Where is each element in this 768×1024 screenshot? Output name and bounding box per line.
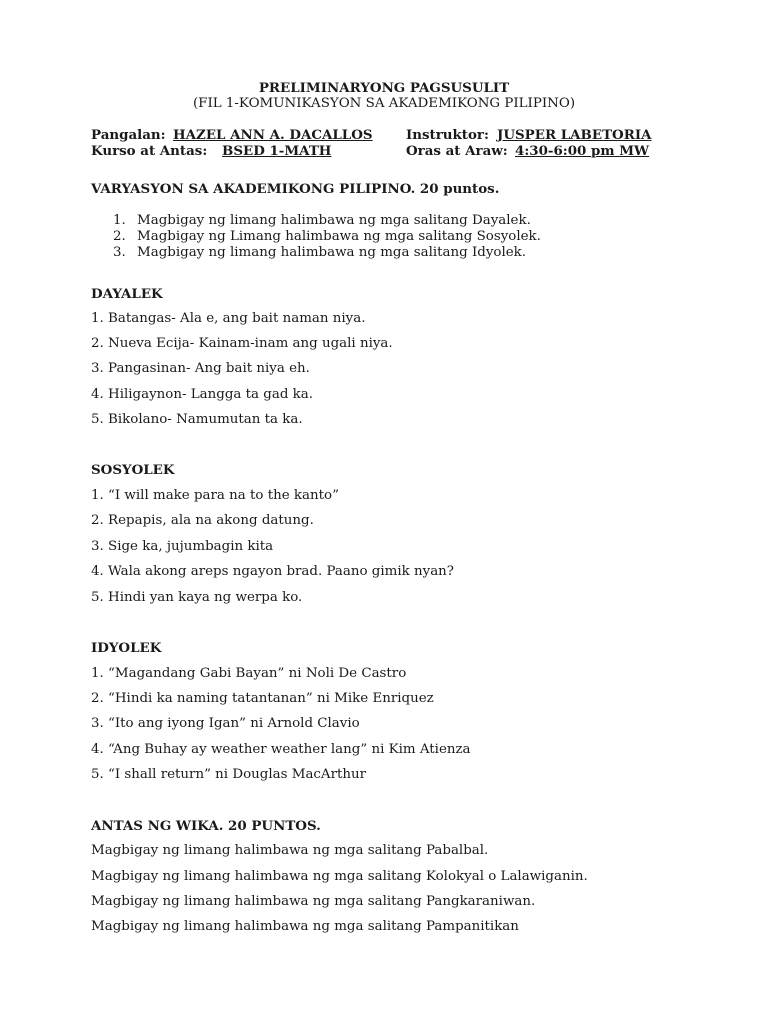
list-item: [113, 213, 531, 228]
list-item-number: 1.: [113, 213, 126, 228]
list-item: 4. Hiligaynon- Langga ta gad ka.: [91, 387, 314, 402]
time-value: 4:30-6:00 pm MW: [515, 143, 650, 159]
list-item: 2. Repapis, ala na akong datung.: [91, 513, 314, 528]
list-item: Magbigay ng limang halimbawa ng mga salitang Pangkaraniwan.: [91, 894, 536, 909]
time-label: Oras at Araw:: [406, 143, 508, 159]
page-subtitle: (FIL 1-KOMUNIKASYON SA AKADEMIKONG PILIPINO): [192, 96, 576, 111]
list-item-number: 2.: [113, 229, 126, 244]
section-heading-varyasyon: VARYASYON SA AKADEMIKONG PILIPINO. 20 puntos.: [91, 181, 500, 197]
list-item: 1. “I will make para na to the kanto”: [91, 488, 339, 503]
list-item: 5. Bikolano- Namumutan ta ka.: [91, 412, 303, 427]
list-item: 5. Hindi yan kaya ng werpa ko.: [91, 590, 303, 605]
instructor-value: JUSPER LABETORIA: [497, 127, 652, 143]
list-item: 4. Wala akong areps ngayon brad. Paano gimik nyan?: [91, 564, 454, 579]
list-item-number: 3.: [113, 245, 126, 260]
section-heading-dayalek: DAYALEK: [91, 286, 163, 302]
list-item: Magbigay ng limang halimbawa ng mga salitang Pampanitikan: [91, 919, 519, 934]
list-item: 5. “I shall return” ni Douglas MacArthur: [91, 767, 367, 782]
list-item: 3. Pangasinan- Ang bait niya eh.: [91, 361, 310, 376]
list-item: Magbigay ng limang halimbawa ng mga salitang Pabalbal.: [91, 843, 489, 858]
list-item-text: Magbigay ng Limang halimbawa ng mga salitang Sosyolek.: [137, 229, 541, 244]
list-item: [113, 245, 526, 260]
list-item: 3. Sige ka, jujumbagin kita: [91, 539, 274, 554]
list-item: [113, 229, 541, 244]
section-heading-idyolek: IDYOLEK: [91, 640, 162, 656]
list-item: 3. “Ito ang iyong Igan” ni Arnold Clavio: [91, 716, 360, 731]
list-item: 1. Batangas- Ala e, ang bait naman niya.: [91, 311, 366, 326]
list-item-text: Magbigay ng limang halimbawa ng mga salitang Idyolek.: [137, 245, 527, 260]
section-heading-sosyolek: SOSYOLEK: [91, 462, 175, 478]
course-label: Kurso at Antas:: [91, 143, 208, 159]
name-value: HAZEL ANN A. DACALLOS: [173, 127, 373, 143]
list-item: 1. “Magandang Gabi Bayan” ni Noli De Castro: [91, 666, 407, 681]
course-value: BSED 1-MATH: [222, 143, 332, 159]
name-label: Pangalan:: [91, 127, 166, 143]
page-title: PRELIMINARYONG PAGSUSULIT: [258, 80, 510, 96]
section-heading-antas: ANTAS NG WIKA. 20 PUNTOS.: [91, 818, 321, 834]
list-item: 4. “Ang Buhay ay weather weather lang” ni Kim Atienza: [91, 742, 471, 757]
list-item: Magbigay ng limang halimbawa ng mga salitang Kolokyal o Lalawiganin.: [91, 869, 588, 884]
list-item: 2. “Hindi ka naming tatantanan” ni Mike Enriquez: [91, 691, 434, 706]
list-item: 2. Nueva Ecija- Kainam-inam ang ugali niya.: [91, 336, 393, 351]
list-item-text: Magbigay ng limang halimbawa ng mga salitang Dayalek.: [137, 213, 531, 228]
instructor-label: Instruktor:: [406, 127, 489, 143]
